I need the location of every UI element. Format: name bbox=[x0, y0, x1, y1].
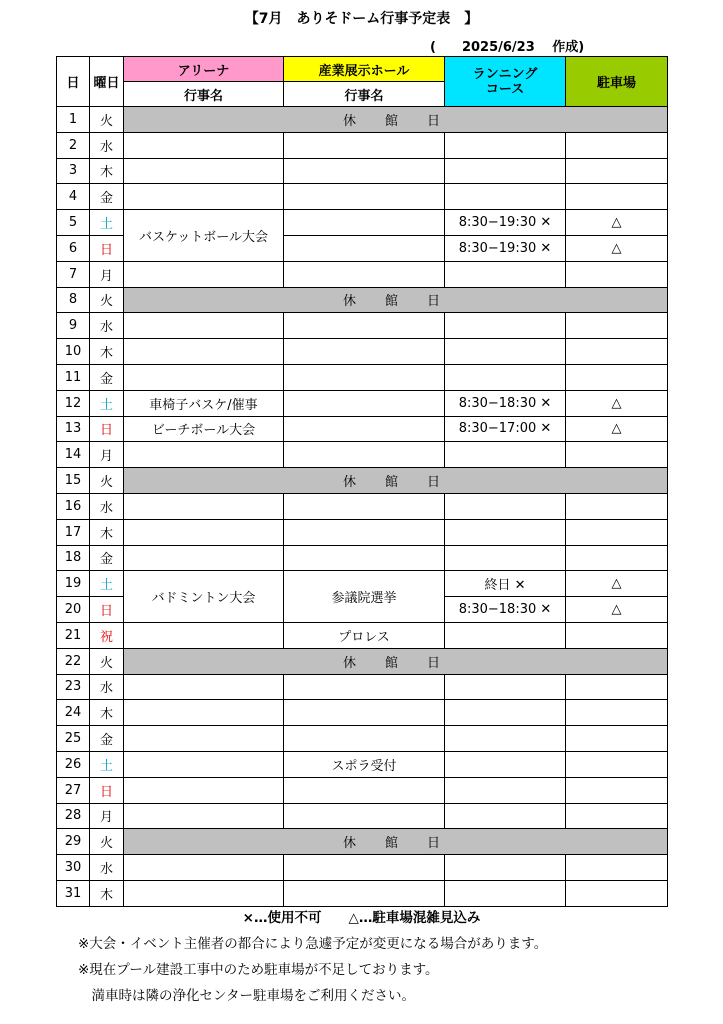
day-number: 16 bbox=[57, 493, 90, 519]
running-status: 8:30−18:30 ✕ bbox=[445, 390, 566, 416]
table-row bbox=[57, 210, 668, 236]
header-parking: 駐車場 bbox=[566, 57, 668, 107]
running-status: 終日 ✕ bbox=[445, 571, 566, 597]
day-number: 25 bbox=[57, 726, 90, 752]
weekday: 月 bbox=[90, 803, 124, 829]
weekday: 日 bbox=[90, 416, 124, 442]
table-row bbox=[57, 158, 668, 184]
day-number: 15 bbox=[57, 468, 90, 494]
day-number: 21 bbox=[57, 622, 90, 648]
day-number: 1 bbox=[57, 107, 90, 133]
day-number: 23 bbox=[57, 674, 90, 700]
table-row bbox=[57, 674, 668, 700]
weekday: 火 bbox=[90, 468, 124, 494]
closed-day: 休 館 日 bbox=[124, 829, 668, 855]
arena-event: ビーチボール大会 bbox=[124, 416, 284, 442]
note-parking-shortage: ※現在プール建設工事中のため駐車場が不足しております。 bbox=[78, 962, 439, 978]
day-number: 13 bbox=[57, 416, 90, 442]
parking-status: △ bbox=[566, 597, 668, 623]
weekday: 月 bbox=[90, 261, 124, 287]
weekday: 木 bbox=[90, 339, 124, 365]
parking-status: △ bbox=[566, 416, 668, 442]
table-row bbox=[57, 648, 668, 674]
running-status: 8:30−18:30 ✕ bbox=[445, 597, 566, 623]
weekday: 木 bbox=[90, 880, 124, 906]
weekday: 水 bbox=[90, 493, 124, 519]
day-number: 28 bbox=[57, 803, 90, 829]
day-number: 4 bbox=[57, 184, 90, 210]
header-hall: 産業展示ホール bbox=[284, 57, 445, 82]
day-number: 31 bbox=[57, 880, 90, 906]
closed-day: 休 館 日 bbox=[124, 287, 668, 313]
table-row bbox=[57, 545, 668, 571]
hall-event: スポラ受付 bbox=[284, 751, 445, 777]
table-row bbox=[57, 339, 668, 365]
table-row bbox=[57, 700, 668, 726]
header-day: 日 bbox=[57, 57, 90, 107]
closed-day: 休 館 日 bbox=[124, 107, 668, 133]
day-number: 24 bbox=[57, 700, 90, 726]
created-date: ( 2025/6/23 作成) bbox=[430, 40, 585, 55]
table-row bbox=[57, 390, 668, 416]
day-number: 17 bbox=[57, 519, 90, 545]
day-number: 8 bbox=[57, 287, 90, 313]
parking-status: △ bbox=[566, 235, 668, 261]
parking-status: △ bbox=[566, 210, 668, 236]
day-number: 30 bbox=[57, 855, 90, 881]
day-number: 2 bbox=[57, 132, 90, 158]
hall-event: 参議院選挙 bbox=[284, 571, 445, 623]
day-number: 9 bbox=[57, 313, 90, 339]
weekday: 木 bbox=[90, 700, 124, 726]
note-schedule-change: ※大会・イベント主催者の都合により急遽予定が変更になる場合があります。 bbox=[78, 936, 548, 952]
table-row bbox=[57, 726, 668, 752]
day-number: 6 bbox=[57, 235, 90, 261]
page-title: 【7月 ありそドーム行事予定表 】 bbox=[244, 11, 479, 27]
table-row bbox=[57, 829, 668, 855]
day-number: 10 bbox=[57, 339, 90, 365]
day-number: 20 bbox=[57, 597, 90, 623]
header-weekday: 曜日 bbox=[90, 57, 124, 107]
day-number: 26 bbox=[57, 751, 90, 777]
weekday: 水 bbox=[90, 674, 124, 700]
table-row bbox=[57, 777, 668, 803]
table-row bbox=[57, 416, 668, 442]
arena-event: バドミントン大会 bbox=[124, 571, 284, 623]
day-number: 18 bbox=[57, 545, 90, 571]
header-arena-sub: 行事名 bbox=[124, 82, 284, 107]
table-row bbox=[57, 287, 668, 313]
table-row bbox=[57, 313, 668, 339]
table-row bbox=[57, 855, 668, 881]
table-row bbox=[57, 493, 668, 519]
table-row bbox=[57, 107, 668, 133]
weekday: 火 bbox=[90, 107, 124, 133]
weekday: 水 bbox=[90, 855, 124, 881]
table-row bbox=[57, 880, 668, 906]
day-number: 22 bbox=[57, 648, 90, 674]
table-row bbox=[57, 751, 668, 777]
day-number: 11 bbox=[57, 364, 90, 390]
hall-event: プロレス bbox=[284, 622, 445, 648]
day-number: 14 bbox=[57, 442, 90, 468]
table-row bbox=[57, 261, 668, 287]
table-row bbox=[57, 803, 668, 829]
header-hall-sub: 行事名 bbox=[284, 82, 445, 107]
day-number: 5 bbox=[57, 210, 90, 236]
table-row bbox=[57, 184, 668, 210]
note-alternate-parking: 満車時は隣の浄化センター駐車場をご利用ください。 bbox=[78, 988, 415, 1004]
header-running-line2: コース bbox=[485, 81, 525, 97]
legend: ×…使用不可 △…駐車場混雑見込み bbox=[242, 910, 481, 926]
weekday: 月 bbox=[90, 442, 124, 468]
table-row bbox=[57, 468, 668, 494]
day-number: 29 bbox=[57, 829, 90, 855]
table-row bbox=[57, 571, 668, 597]
header-running-line1: ランニング bbox=[472, 66, 538, 82]
header-running bbox=[445, 57, 566, 107]
running-status: 8:30−17:00 ✕ bbox=[445, 416, 566, 442]
weekday: 祝 bbox=[90, 622, 124, 648]
day-number: 12 bbox=[57, 390, 90, 416]
notes-section bbox=[0, 906, 723, 1004]
weekday: 火 bbox=[90, 829, 124, 855]
weekday: 土 bbox=[90, 571, 124, 597]
arena-event: 車椅子バスケ/催事 bbox=[124, 390, 284, 416]
weekday: 土 bbox=[90, 390, 124, 416]
table-row bbox=[57, 364, 668, 390]
weekday: 水 bbox=[90, 313, 124, 339]
arena-event: バスケットボール大会 bbox=[124, 210, 284, 262]
running-status: 8:30−19:30 ✕ bbox=[445, 210, 566, 236]
day-number: 27 bbox=[57, 777, 90, 803]
weekday: 木 bbox=[90, 158, 124, 184]
parking-status: △ bbox=[566, 390, 668, 416]
weekday: 土 bbox=[90, 210, 124, 236]
closed-day: 休 館 日 bbox=[124, 468, 668, 494]
weekday: 水 bbox=[90, 132, 124, 158]
closed-day: 休 館 日 bbox=[124, 648, 668, 674]
weekday: 木 bbox=[90, 519, 124, 545]
weekday: 金 bbox=[90, 364, 124, 390]
header-row-1 bbox=[57, 57, 668, 82]
day-number: 3 bbox=[57, 158, 90, 184]
day-number: 19 bbox=[57, 571, 90, 597]
schedule-table bbox=[56, 56, 668, 907]
weekday: 日 bbox=[90, 235, 124, 261]
weekday: 金 bbox=[90, 184, 124, 210]
header-arena: アリーナ bbox=[124, 57, 284, 82]
weekday: 金 bbox=[90, 545, 124, 571]
table-row bbox=[57, 132, 668, 158]
running-status: 8:30−19:30 ✕ bbox=[445, 235, 566, 261]
weekday: 土 bbox=[90, 751, 124, 777]
table-row bbox=[57, 442, 668, 468]
table-row bbox=[57, 622, 668, 648]
parking-status: △ bbox=[566, 571, 668, 597]
day-number: 7 bbox=[57, 261, 90, 287]
weekday: 日 bbox=[90, 777, 124, 803]
weekday: 金 bbox=[90, 726, 124, 752]
weekday: 火 bbox=[90, 287, 124, 313]
weekday: 火 bbox=[90, 648, 124, 674]
table-row bbox=[57, 519, 668, 545]
weekday: 日 bbox=[90, 597, 124, 623]
